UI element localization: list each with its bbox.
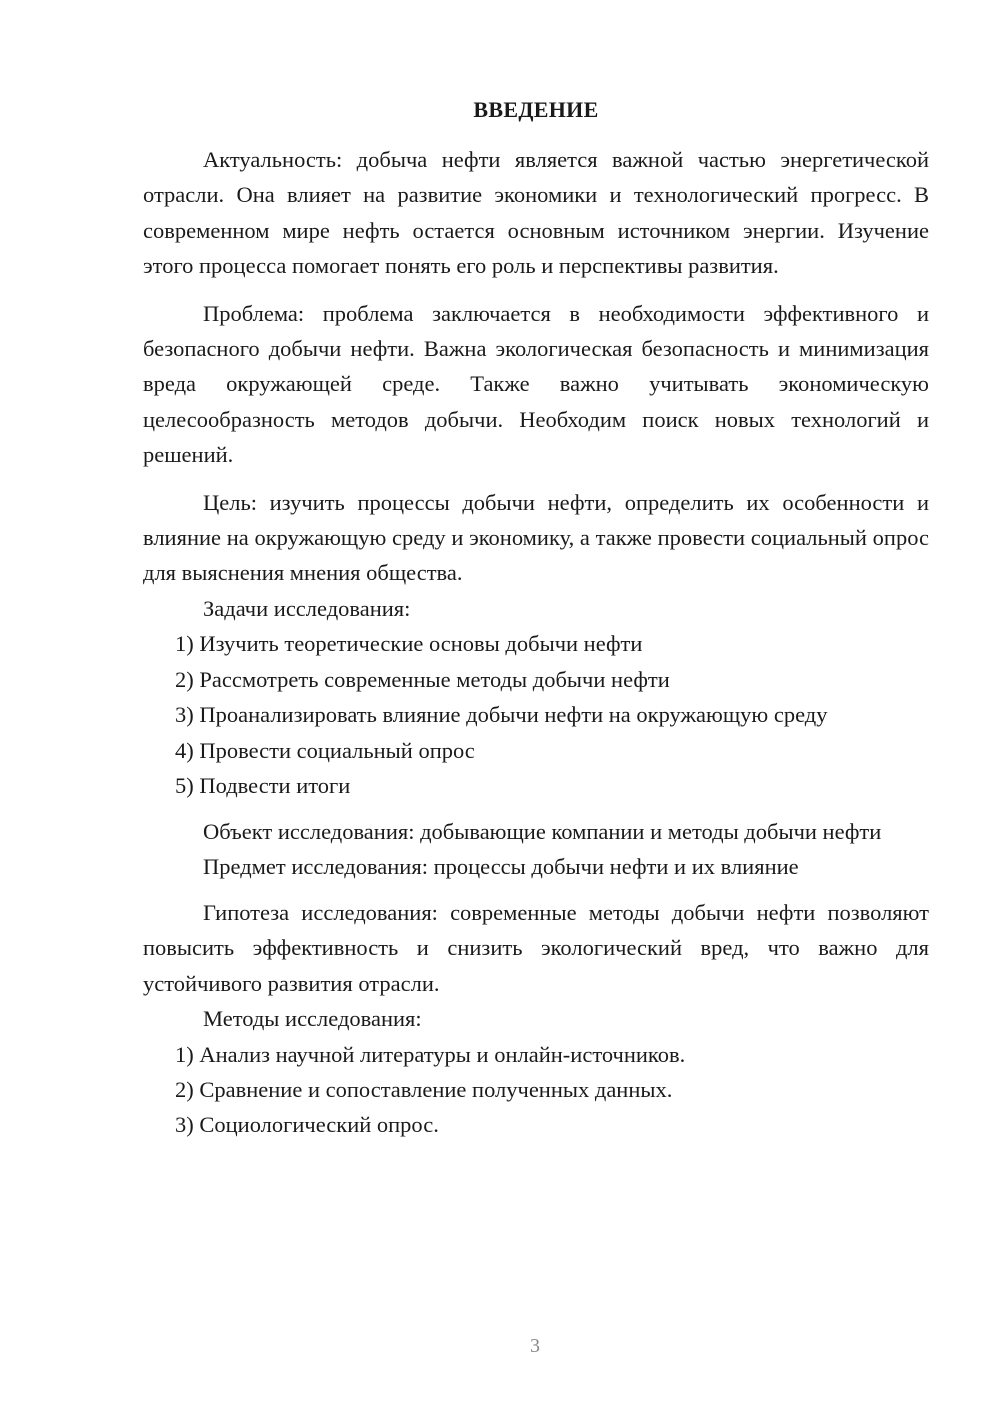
tasks-label: Задачи исследования: bbox=[203, 595, 411, 621]
task-item-2: 2) Рассмотреть современные методы добычи нефти bbox=[175, 666, 670, 692]
object-paragraph: Объект исследования: добывающие компании и методы добычи нефти bbox=[203, 818, 882, 844]
hypothesis-paragraph: Гипотеза исследования: современные методы добычи нефти позволяют повысить эффективность и снизить экологический вред, что важно для устойчивого развития отрасли. bbox=[143, 899, 929, 996]
subject-paragraph: Предмет исследования: процессы добычи нефти и их влияние bbox=[203, 854, 799, 880]
methods-label: Методы исследования: bbox=[203, 1006, 422, 1032]
section-heading: ВВЕДЕНИЕ bbox=[473, 97, 599, 122]
problem-paragraph: Проблема: проблема заключается в необходимости эффективного и безопасного добычи нефти. Важна экологическая безопасность и минимизация вреда окружающей среде. Также важно учитывать экономическую целесообразность методов добычи. Необходим поиск новых технологий и решений. bbox=[143, 300, 929, 468]
goal-paragraph: Цель: изучить процессы добычи нефти, определить их особенности и влияние на окружающую среду и экономику, а также провести социальный опрос для выяснения мнения общества. bbox=[143, 489, 929, 586]
relevance-paragraph: Актуальность: добыча нефти является важной частью энергетической отрасли. Она влияет на развитие экономики и технологический прогресс. В современном мире нефть остается основным источником энергии. Изучение этого процесса помогает понять его роль и перспективы развития. bbox=[143, 147, 929, 279]
method-item-1: 1) Анализ научной литературы и онлайн-источников. bbox=[175, 1041, 686, 1067]
task-item-4: 4) Провести социальный опрос bbox=[175, 737, 475, 763]
method-item-3: 3) Социологический опрос. bbox=[175, 1112, 439, 1138]
page-number: 3 bbox=[530, 1335, 540, 1357]
method-item-2: 2) Сравнение и сопоставление полученных данных. bbox=[175, 1076, 673, 1102]
document-page bbox=[143, 96, 929, 1143]
task-item-5: 5) Подвести итоги bbox=[175, 772, 351, 798]
task-item-1: 1) Изучить теоретические основы добычи нефти bbox=[175, 631, 643, 657]
task-item-3: 3) Проанализировать влияние добычи нефти на окружающую среду bbox=[175, 702, 828, 728]
